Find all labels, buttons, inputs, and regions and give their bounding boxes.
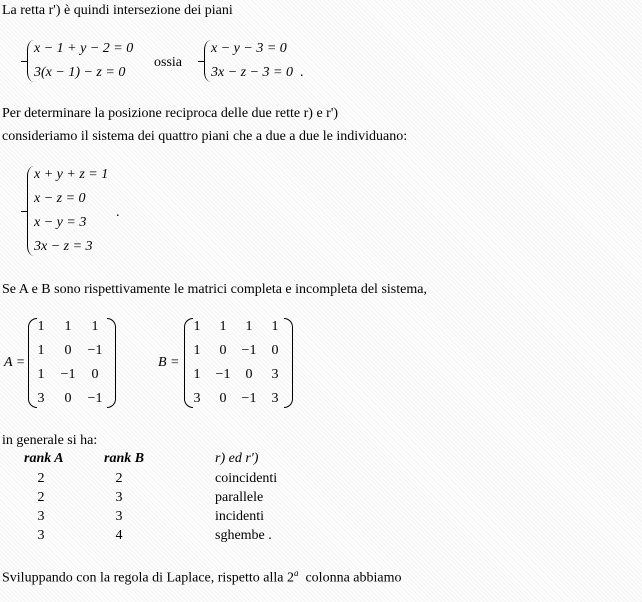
paragraph-line: Se A e B sono rispettivamente le matrici completa e incompleta del sistema, <box>2 282 427 297</box>
matrix-cell: −1 <box>241 343 257 358</box>
matrix-cell: 1 <box>193 367 201 382</box>
matrix-cell: 1 <box>91 319 99 334</box>
equation: x − 1 + y − 2 = 0 <box>34 41 134 56</box>
table-cell: 2 <box>37 490 45 505</box>
paragraph-line: in generale si ha: <box>2 433 98 448</box>
equation: 3x − z = 3 <box>34 239 93 254</box>
matrix-a-label: A = <box>4 355 26 370</box>
matrix-cell: −1 <box>60 367 76 382</box>
matrix-cell: 3 <box>271 367 279 382</box>
table-cell: 2 <box>115 471 123 486</box>
intro-line: La retta r') è quindi intersezione dei piani <box>2 3 233 18</box>
table-cell: coincidenti <box>215 471 278 486</box>
matrix-cell: 1 <box>193 343 201 358</box>
table-cell: parallele <box>215 490 264 505</box>
matrix-cell: −1 <box>87 343 103 358</box>
matrix-cell: 0 <box>245 367 253 382</box>
period: . <box>300 65 304 80</box>
equation: x − z = 0 <box>34 191 86 206</box>
matrix-cell: 1 <box>219 319 227 334</box>
right-paren <box>107 318 116 408</box>
matrix-cell: 1 <box>245 319 253 334</box>
table-header-rank-a: rank A <box>24 451 64 466</box>
matrix-cell: 0 <box>219 391 227 406</box>
table-cell: 3 <box>115 509 123 524</box>
matrix-cell: 0 <box>219 343 227 358</box>
table-cell: 4 <box>115 528 123 543</box>
matrix-cell: 1 <box>37 319 45 334</box>
equation: 3x − z − 3 = 0 <box>211 65 294 80</box>
matrix-b-label: B = <box>158 355 180 370</box>
matrix-cell: 3 <box>37 391 45 406</box>
matrix-cell: 0 <box>64 391 72 406</box>
period: . <box>116 205 120 220</box>
matrix-cell: 1 <box>37 343 45 358</box>
paragraph-line: Per determinare la posizione reciproca delle due rette r) e r') <box>2 106 339 121</box>
matrix-cell: 0 <box>271 343 279 358</box>
ossia-word: ossia <box>154 55 182 70</box>
table-header-rank-b: rank B <box>104 451 145 466</box>
equation: x − y − 3 = 0 <box>211 41 287 56</box>
table-cell: sghembe . <box>215 528 272 543</box>
matrix-cell: 1 <box>193 319 201 334</box>
equation: x − y = 3 <box>34 215 87 230</box>
paragraph-text: colonna abbiamo <box>305 570 402 586</box>
equation: 3(x − 1) − z = 0 <box>34 65 126 80</box>
matrix-cell: −1 <box>215 367 231 382</box>
paragraph-line: consideriamo il sistema dei quattro piani che a due a due le individuano: <box>2 129 408 144</box>
matrix-cell: 3 <box>193 391 201 406</box>
matrix-cell: 1 <box>64 319 72 334</box>
superscript: a <box>293 568 299 578</box>
equation: x + y + z = 1 <box>34 167 109 182</box>
matrix-cell: 0 <box>64 343 72 358</box>
paragraph-line <box>2 568 402 587</box>
right-paren <box>284 318 293 408</box>
matrix-cell: 1 <box>271 319 279 334</box>
matrix-cell: −1 <box>241 391 257 406</box>
table-cell: 3 <box>37 509 45 524</box>
table-cell: incidenti <box>215 509 264 524</box>
table-cell: 3 <box>115 490 123 505</box>
matrix-cell: 1 <box>37 367 45 382</box>
matrix-cell: 3 <box>271 391 279 406</box>
paragraph-text: Sviluppando con la regola di Laplace, rispetto alla 2 <box>2 570 294 586</box>
matrix-cell: 0 <box>91 367 99 382</box>
table-cell: 3 <box>37 528 45 543</box>
table-cell: 2 <box>37 471 45 486</box>
matrix-cell: −1 <box>87 391 103 406</box>
table-header-rette: r) ed r') <box>215 451 259 466</box>
